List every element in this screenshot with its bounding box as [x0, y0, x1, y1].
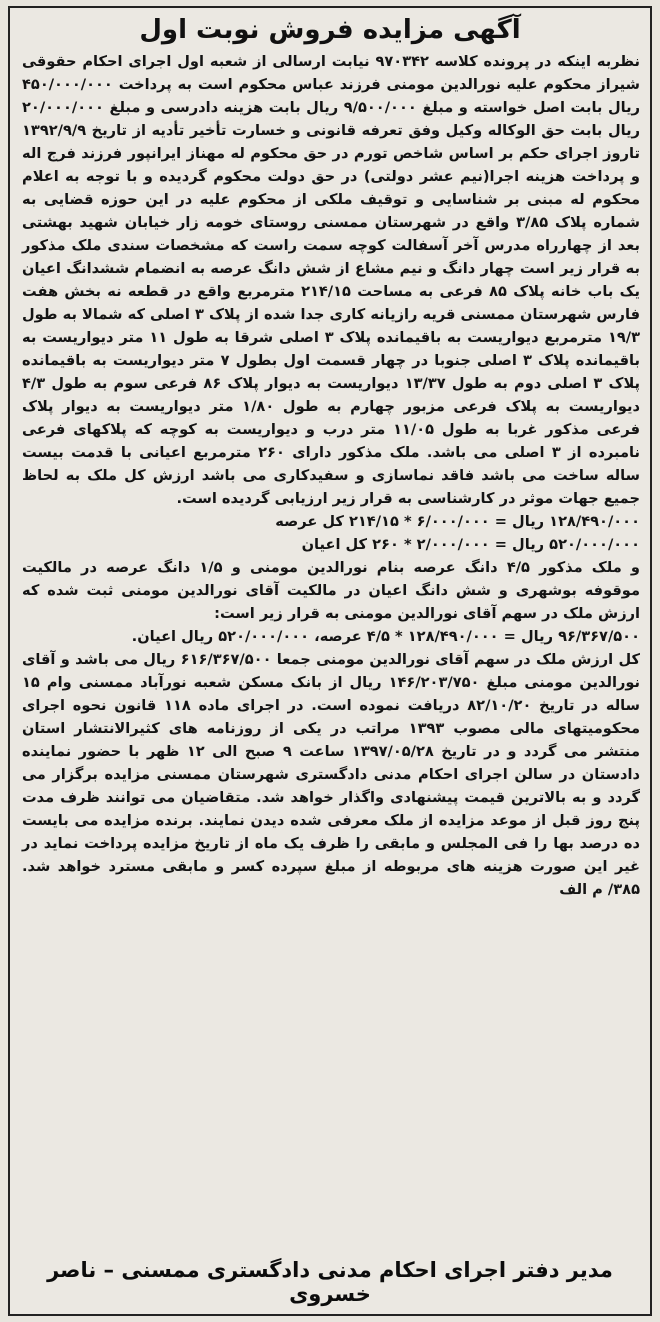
notice-frame: [8, 6, 652, 1316]
valuation-building-line: ۵۲۰/۰۰۰/۰۰۰ ریال = ۲/۰۰۰/۰۰۰ * ۲۶۰ کل اعیان: [301, 536, 640, 553]
share-value-line: ۹۶/۳۶۷/۵۰۰ ریال = ۱۲۸/۴۹۰/۰۰۰ * ۴/۵ عرصه، ۵۲۰/۰۰۰/۰۰۰ ریال اعیان.: [131, 628, 640, 645]
notice-paragraph: و ملک مذکور ۴/۵ دانگ عرصه بنام نورالدین مومنی و ۱/۵ دانگ عرصه در مالکیت موقوفه بوشهری و شش دانگ اعیان در مالکیت آقای نورالدین مومنی ثبت شده که ارزش ملک در سهم آقای نورالدین مومنی به قرار زیر است:: [22, 559, 640, 622]
notice-paragraph: نظربه اینکه در پرونده کلاسه ۹۷۰۳۴۲ نیابت ارسالی از شعبه اول اجرای احکام حقوقی شیراز محکوم علیه نورالدین مومنی فرزند عباس محکوم است به پرداخت ۴۵۰/۰۰۰/۰۰۰ ریال بابت اصل خواسته و مبلغ ۹/۵۰۰/۰۰۰ ریال بابت هزینه دادرسی و مبلغ ۲۰/۰۰۰/۰۰۰ ریال بابت حق الوکاله وکیل وفق تعرفه قانونی و خسارت تأخیر تأدیه از تاریخ ۱۳۹۲/۹/۹ تاروز اجرای حکم بر اساس شاخص تورم در حق محکوم له مهناز ایرانپور فرزند فرج اله و پرداخت هزینه اجرا(نیم عشر دولتی) در حق دولت محکوم گردیده و با توجه به اعلام محکوم له مبنی بر شناسایی و توقیف ملکی از محکوم علیه در این حوزه قضایی به شماره پلاک ۳/۸۵ واقع در شهرستان ممسنی روستای خومه زار خیابان شهید بهشتی بعد از چهارراه مدرس آخر آسفالت کوچه سمت راست که مشخصات سندی ملک مذکور به قرار زیر است چهار دانگ و نیم مشاع از شش دانگ عرصه به انضمام ششدانگ اعیان یک باب خانه پلاک ۸۵ فرعی به مساحت ۲۱۴/۱۵ مترمربع واقع در قطعه نه بخش هفت فارس شهرستان ممسنی قریه رازیانه کاری جدا شده از پلاک ۳ اصلی که شمالا به طول ۱۹/۳ مترمربع دیواریست به باقیمانده پلاک ۳ اصلی شرقا به طول ۱۱ متر دیواریست به باقیمانده پلاک ۳ اصلی جنوبا در چهار قسمت اول بطول ۷ متر دیواریست به باقیمانده پلاک ۳ اصلی دوم به طول ۱۳/۳۷ دیواریست به دیوار پلاک ۸۶ فرعی سوم به طول ۴/۳ دیواریست به پلاک فرعی مزبور چهارم به طول ۱/۸۰ متر دیواریست به دیوار پلاک فرعی مذکور غربا به طول ۱۱/۰۵ متر درب و دیواریست به کوچه که پلاکهای فرعی نامبرده از ۳ اصلی می باشد. ملک مذکور دارای ۲۶۰ مترمربع اعیانی با قدمت بیست ساله ساخت می باشد فاقد نماسازی و سفیدکاری می باشد ارزش کل ملک به لحاظ جمیع جهات موثر در کارشناسی به قرار زیر ارزیابی گردیده است.: [22, 53, 641, 507]
valuation-land-line: ۱۲۸/۴۹۰/۰۰۰ ریال = ۶/۰۰۰/۰۰۰ * ۲۱۴/۱۵ کل عرصه: [275, 513, 640, 530]
notice-body: [10, 50, 650, 901]
notice-paragraph: کل ارزش ملک در سهم آقای نورالدین مومنی جمعا ۶۱۶/۳۶۷/۵۰۰ ریال می باشد و آقای نورالدین مومنی مبلغ ۱۴۶/۲۰۳/۷۵۰ ریال از بانک مسکن شعبه نورآباد ممسنی وام ۱۵ ساله در تاریخ ۸۲/۱۰/۲۰ دریافت نموده است. در اجرای ماده ۱۱۸ قانون نحوه اجرای محکومیتهای مالی مصوب ۱۳۹۳ مراتب در یکی از روزنامه های کثیرالانتشار استان منتشر می گردد و در تاریخ ۱۳۹۷/۰۵/۲۸ ساعت ۹ صبح الی ۱۲ ظهر با حضور نماینده دادستان در سالن اجرای احکام مدنی دادگستری شهرستان ممسنی مزایده برگزار می گردد و به بالاترین قیمت پیشنهادی واگذار خواهد شد. متقاضیان می توانند ظرف مدت پنج روز قبل از موعد مزایده از ملک معرفی شده دیدن نمایند. برنده مزایده می بایست ده درصد بها را فی المجلس و مابقی را ظرف یک ماه از تاریخ مزایده پرداخت نماید در غیر این صورت هزینه های مربوطه از مبلغ سپرده کسر و مابقی مسترد خواهد شد. ۳۸۵/ م الف: [22, 651, 641, 898]
notice-signature: مدیر دفتر اجرای احکام مدنی دادگستری ممسنی – ناصر خسروی: [47, 1258, 613, 1306]
notice-title: آگهی مزایده فروش نوبت اول: [139, 15, 521, 45]
